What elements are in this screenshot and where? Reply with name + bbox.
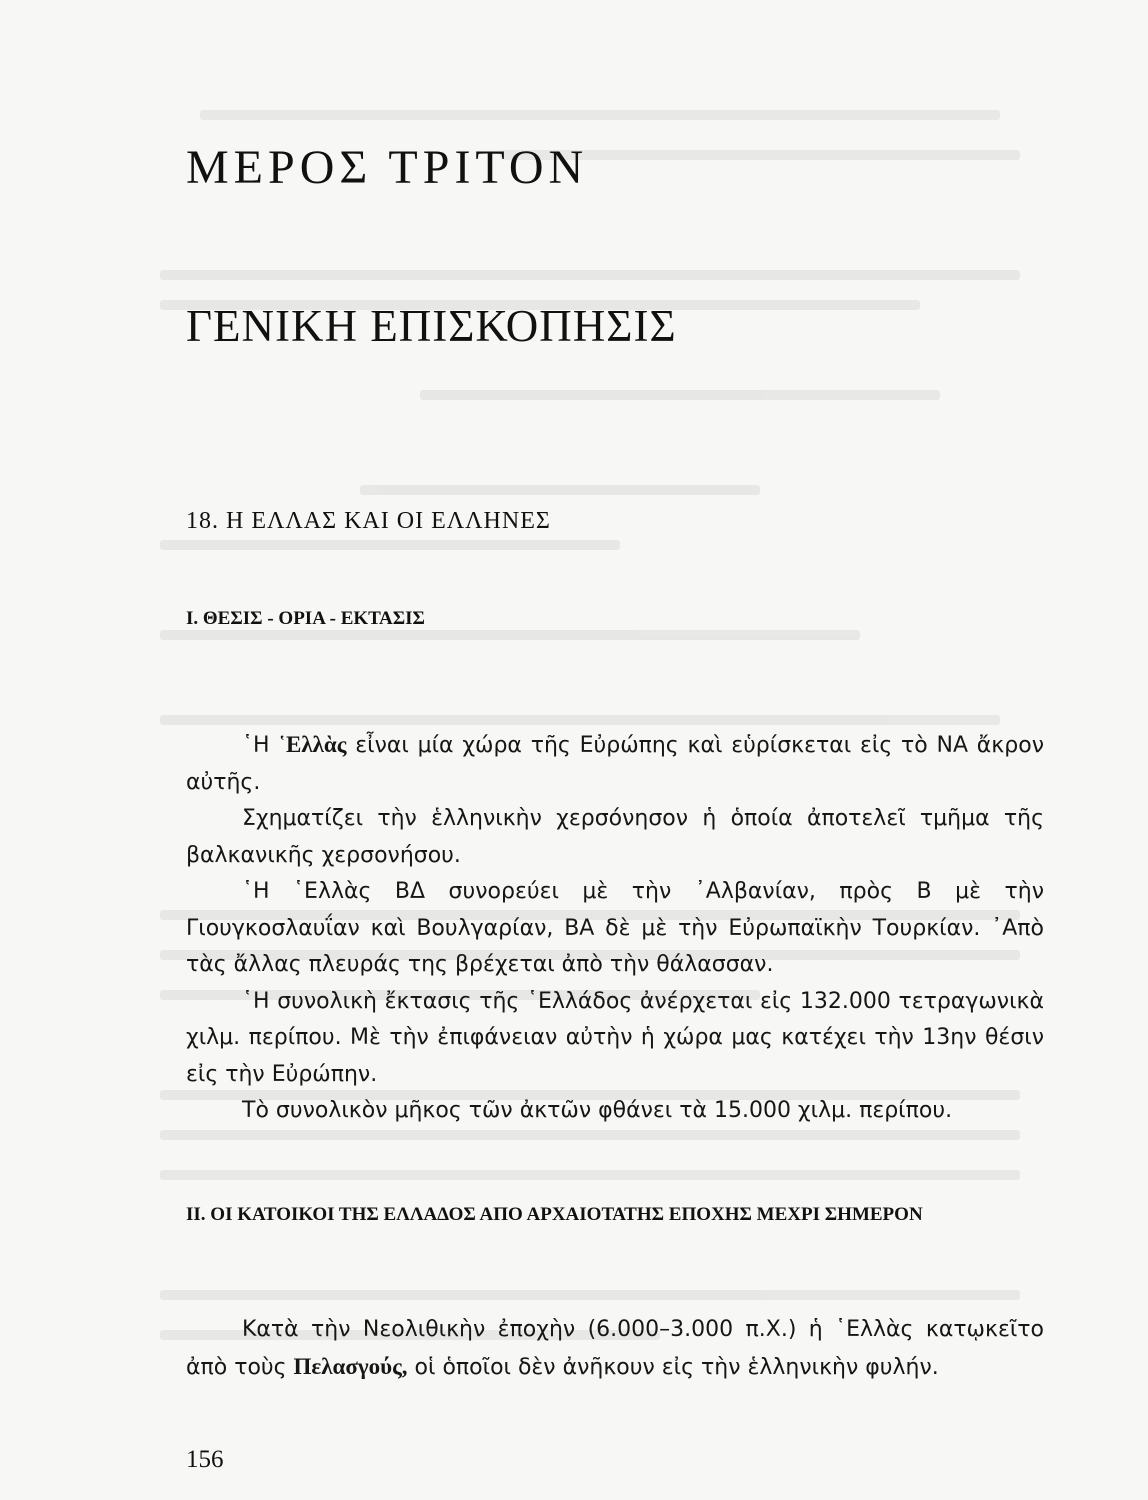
- section-1-title: I. ΘΕΣΙΣ - ΟΡΙΑ - ΕΚΤΑΣΙΣ: [186, 608, 425, 629]
- part-title: ΜΕΡΟΣ ΤΡΙΤΟΝ: [186, 141, 589, 194]
- paragraph: [186, 1312, 1044, 1386]
- text-run: εἶναι μία χώρα τῆς Εὐρώπης καὶ εὑρίσκεται εἰς τὸ ΝΑ ἄκρον αὐτῆς.: [186, 733, 1044, 795]
- paragraph: [186, 727, 1044, 801]
- chapter-title: 18. Η ΕΛΛΑΣ ΚΑΙ ΟΙ ΕΛΛΗΝΕΣ: [186, 508, 551, 534]
- page-number: 156: [186, 1446, 224, 1473]
- text-run: ῾Η: [242, 733, 279, 758]
- emphasized-term: ῾Ελλὰς: [278, 732, 347, 757]
- section-2-body: [186, 1312, 1044, 1386]
- paragraph: ῾Η ῾Ελλὰς ΒΔ συνορεύει μὲ τὴν ᾿Αλβανίαν, πρὸς Β μὲ τὴν Γιουγκοσλαυΐαν καὶ Βουλγαρίαν, ΒΑ δὲ μὲ τὴν Εὐρωπαϊκὴν Τουρκίαν. ᾿Απὸ τὰς ἄλλας πλευράς της βρέχεται ἀπὸ τὴν θάλασσαν.: [186, 879, 1044, 977]
- paragraph: Τὸ συνολικὸν μῆκος τῶν ἀκτῶν φθάνει τὰ 15.000 χιλμ. περίπου.: [242, 1098, 953, 1123]
- paragraph: ῾Η συνολικὴ ἔκτασις τῆς ῾Ελλάδος ἀνέρχεται εἰς 132.000 τετραγωνικὰ χιλμ. περίπου. Μὲ τὴν ἐπιφάνειαν αὐτὴν ἡ χώρα μας κατέχει τὴν 13ην θέσιν εἰς τὴν Εὐρώπην.: [186, 988, 1044, 1087]
- part-subtitle: ΓΕΝΙΚΗ ΕΠΙΣΚΟΠΗΣΙΣ: [186, 301, 677, 351]
- emphasized-term: Πελασγούς,: [293, 1353, 408, 1379]
- text-run: οἱ ὁποῖοι δὲν ἀνῆκουν εἰς τὴν ἑλληνικὴν φυλήν.: [407, 1354, 939, 1380]
- section-2-title: II. ΟΙ ΚΑΤΟΙΚΟΙ ΤΗΣ ΕΛΛΑΔΟΣ ΑΠΟ ΑΡΧΑΙΟΤΑΤΗΣ ΕΠΟΧΗΣ ΜΕΧΡΙ ΣΗΜΕΡΟΝ: [186, 1204, 923, 1225]
- section-1-body: [186, 727, 1044, 1130]
- paragraph: Σχηματίζει τὴν ἑλληνικὴν χερσόνησον ἡ ὁποία ἀποτελεῖ τμῆμα τῆς βαλκανικῆς χερσονήσου.: [186, 806, 1044, 868]
- text-run: Κατὰ τὴν Νεολιθικὴν ἐποχὴν (6.000–3.000 π.Χ.) ἡ ῾Ελλὰς κατῳκεῖτο ἀπὸ τοὺς: [186, 1317, 1044, 1380]
